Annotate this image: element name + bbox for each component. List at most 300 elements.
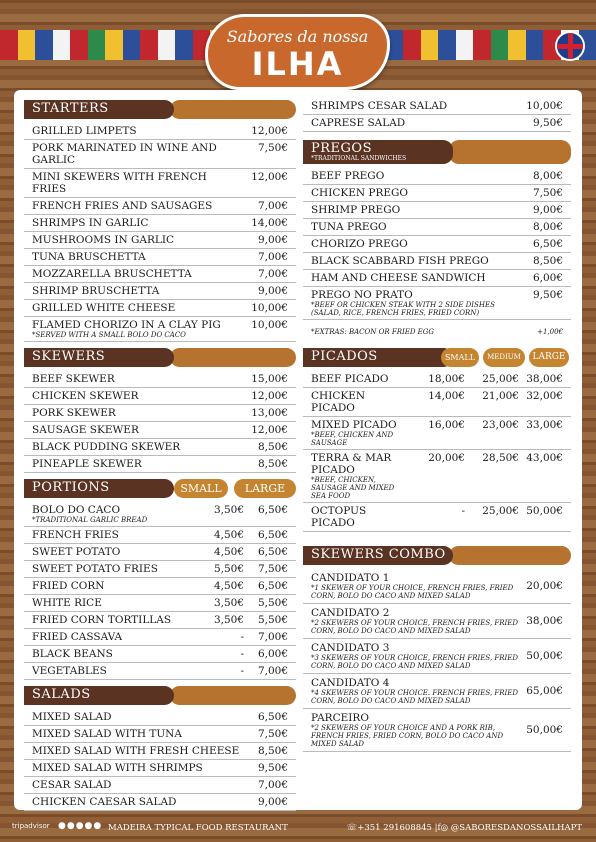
item-name bbox=[24, 390, 244, 402]
item-price-price: 6,50€ bbox=[532, 238, 563, 250]
menu-item-row bbox=[24, 663, 296, 680]
pregos-list bbox=[303, 168, 571, 320]
extras-row bbox=[303, 320, 571, 340]
flag-stripe bbox=[53, 30, 71, 60]
item-price-price: 12,00€ bbox=[251, 390, 288, 402]
item-price-large: 7,00€ bbox=[257, 631, 288, 643]
item-label: FRIED CASSAVA bbox=[32, 631, 123, 643]
item-label: CAPRESE SALAD bbox=[311, 117, 406, 129]
flag-stripe bbox=[473, 30, 491, 60]
menu-item-row bbox=[24, 456, 296, 473]
item-price-large: 43,00€ bbox=[526, 452, 563, 464]
menu-item-row bbox=[24, 595, 296, 612]
item-label: MIXED PICADO bbox=[311, 419, 397, 431]
item-label: PARCEIRO bbox=[311, 712, 369, 724]
item-name bbox=[24, 200, 244, 212]
starters-list bbox=[24, 123, 296, 342]
section-title: SALADS bbox=[32, 687, 91, 702]
item-price-price: 12,00€ bbox=[251, 125, 288, 137]
item-name bbox=[24, 142, 244, 166]
item-label: MINI SKEWERS WITH FRENCH FRIES bbox=[32, 171, 207, 195]
item-price-small: 20,00€ bbox=[428, 452, 465, 464]
item-price-large: 5,50€ bbox=[257, 597, 288, 609]
item-price-price: 12,00€ bbox=[251, 171, 288, 183]
menu-item-row bbox=[303, 219, 571, 236]
item-price-price: 10,00€ bbox=[526, 100, 563, 112]
item-price-small: 4,50€ bbox=[213, 546, 244, 558]
menu-item-row bbox=[24, 578, 296, 595]
item-label: CHICKEN CAESAR SALAD bbox=[32, 796, 177, 808]
item-price-price: 7,50€ bbox=[257, 142, 288, 154]
menu-item-row bbox=[24, 232, 296, 249]
menu-item-row bbox=[303, 287, 571, 320]
item-price-large: 5,50€ bbox=[257, 614, 288, 626]
size-large-header: LARGE bbox=[234, 479, 296, 498]
item-price-price: 9,50€ bbox=[532, 289, 563, 301]
item-price-small: 18,00€ bbox=[428, 373, 465, 385]
item-price-price: 38,00€ bbox=[526, 615, 563, 627]
menu-item-row bbox=[24, 317, 296, 342]
item-price-price: 10,00€ bbox=[251, 302, 288, 314]
item-name bbox=[24, 648, 190, 660]
flag-stripe bbox=[35, 30, 53, 60]
item-price-price: 8,50€ bbox=[257, 458, 288, 470]
flag-stripe bbox=[158, 30, 176, 60]
logo-tagline: Sabores da nossa bbox=[226, 27, 369, 46]
item-label: GRILLED LIMPETS bbox=[32, 125, 137, 137]
menu-item-row bbox=[303, 98, 571, 115]
menu-item-row bbox=[24, 527, 296, 544]
item-label: SWEET POTATO FRIES bbox=[32, 563, 158, 575]
item-price-large: 7,00€ bbox=[257, 665, 288, 677]
flag-stripe bbox=[438, 30, 456, 60]
item-label: CHICKEN PICADO bbox=[311, 390, 366, 414]
item-price-price: 20,00€ bbox=[526, 580, 563, 592]
menu-item-row bbox=[303, 388, 571, 417]
menu-item-row bbox=[24, 266, 296, 283]
flag-stripe bbox=[18, 30, 36, 60]
item-label: TERRA & MAR PICADO bbox=[311, 452, 392, 476]
left-column bbox=[24, 98, 296, 811]
item-name bbox=[303, 100, 519, 112]
item-price-price: 9,00€ bbox=[257, 796, 288, 808]
item-name bbox=[24, 546, 190, 558]
item-label: HAM AND CHEESE SANDWICH bbox=[311, 272, 486, 284]
flag-stripe bbox=[0, 30, 18, 60]
item-name bbox=[24, 302, 244, 314]
item-price-small: - bbox=[240, 648, 244, 660]
item-name bbox=[24, 441, 244, 453]
item-label: MUSHROOMS IN GARLIC bbox=[32, 234, 175, 246]
item-label: CHICKEN SKEWER bbox=[32, 390, 139, 402]
item-name bbox=[303, 255, 519, 267]
item-price-large: 33,00€ bbox=[526, 419, 563, 431]
menu-item-row bbox=[303, 371, 571, 388]
item-name bbox=[303, 238, 519, 250]
rating-dots: ●●●●● bbox=[58, 821, 103, 831]
logo-title: ILHA bbox=[251, 45, 344, 83]
item-name bbox=[24, 407, 244, 419]
item-name bbox=[24, 217, 244, 229]
item-price-small: 5,50€ bbox=[213, 563, 244, 575]
menu-item-row bbox=[303, 168, 571, 185]
item-note: *1 SKEWER OF YOUR CHOICE, FRENCH FRIES, FRIED CORN, BOLO DO CACO AND MIXED SALAD bbox=[311, 584, 514, 600]
menu-item-row bbox=[303, 270, 571, 287]
salads-continued-list bbox=[303, 98, 571, 132]
item-price-price: 8,50€ bbox=[257, 441, 288, 453]
extras-label: *EXTRAS: BACON OR FRIED EGG bbox=[311, 328, 434, 336]
item-name bbox=[24, 171, 244, 195]
menu-item-row bbox=[24, 561, 296, 578]
item-label: CANDIDATO 4 bbox=[311, 677, 390, 689]
tripadvisor-logo[interactable]: tripadvisor bbox=[12, 822, 50, 830]
extras-price: +1,00€ bbox=[537, 328, 563, 336]
item-name bbox=[303, 572, 519, 600]
item-name bbox=[24, 319, 244, 339]
item-label: PORK MARINATED IN WINE AND GARLIC bbox=[32, 142, 217, 166]
item-price-price: 9,00€ bbox=[532, 204, 563, 216]
menu-item-row bbox=[24, 388, 296, 405]
item-price-price: 9,00€ bbox=[257, 285, 288, 297]
section-title: SKEWERS COMBO bbox=[311, 547, 446, 562]
item-name bbox=[24, 580, 190, 592]
menu-item-row bbox=[303, 236, 571, 253]
item-price-small: - bbox=[461, 505, 465, 517]
item-name bbox=[24, 234, 244, 246]
item-label: MIXED SALAD WITH FRESH CHEESE bbox=[32, 745, 240, 757]
item-label: MIXED SALAD bbox=[32, 711, 112, 723]
menu-item-row bbox=[24, 249, 296, 266]
item-price-large: 6,50€ bbox=[257, 546, 288, 558]
item-note: *BEEF, CHICKEN AND SAUSAGE bbox=[311, 431, 394, 447]
item-name bbox=[24, 373, 244, 385]
item-price-price: 12,00€ bbox=[251, 424, 288, 436]
flag-stripe bbox=[123, 30, 141, 60]
item-label: SHRIMPS CESAR SALAD bbox=[311, 100, 448, 112]
menu-item-row bbox=[24, 777, 296, 794]
section-title: SKEWERS bbox=[32, 349, 106, 364]
menu-item-row bbox=[24, 629, 296, 646]
menu-item-row bbox=[303, 115, 571, 132]
item-price-price: 9,50€ bbox=[257, 762, 288, 774]
menu-item-row bbox=[303, 503, 571, 532]
item-price-large: 7,50€ bbox=[257, 563, 288, 575]
item-label: BLACK SCABBARD FISH PREGO bbox=[311, 255, 489, 267]
item-label: CANDIDATO 3 bbox=[311, 642, 390, 654]
item-name bbox=[24, 251, 244, 263]
item-price-small: 4,50€ bbox=[213, 529, 244, 541]
item-name bbox=[303, 272, 519, 284]
section-salads bbox=[24, 686, 296, 705]
item-price-price: 8,00€ bbox=[532, 221, 563, 233]
item-price-medium: 25,00€ bbox=[482, 505, 519, 517]
item-note: *TRADITIONAL GARLIC BREAD bbox=[32, 516, 148, 524]
right-column bbox=[303, 98, 571, 752]
item-label: FRIED CORN bbox=[32, 580, 105, 592]
salads-list bbox=[24, 709, 296, 811]
item-price-price: 8,50€ bbox=[257, 745, 288, 757]
item-label: MOZZARELLA BRUSCHETTA bbox=[32, 268, 192, 280]
menu-item-row bbox=[24, 502, 296, 527]
menu-item-row bbox=[303, 450, 571, 503]
item-name bbox=[24, 125, 244, 137]
item-label: BEEF PICADO bbox=[311, 373, 389, 385]
item-price-small: - bbox=[240, 631, 244, 643]
menu-item-row bbox=[24, 760, 296, 777]
item-label: PINEAPLE SKEWER bbox=[32, 458, 142, 470]
item-label: VEGETABLES bbox=[32, 665, 107, 677]
item-price-price: 7,50€ bbox=[257, 728, 288, 740]
menu-item-row bbox=[24, 405, 296, 422]
item-label: BOLO DO CACO bbox=[32, 504, 121, 516]
item-label: SHRIMPS IN GARLIC bbox=[32, 217, 149, 229]
flag-stripe bbox=[140, 30, 158, 60]
item-name bbox=[303, 712, 519, 748]
item-price-large: 38,00€ bbox=[526, 373, 563, 385]
item-label: TUNA BRUSCHETTA bbox=[32, 251, 146, 263]
item-name bbox=[303, 419, 411, 447]
item-price-large: 32,00€ bbox=[526, 390, 563, 402]
item-price-medium: 21,00€ bbox=[482, 390, 519, 402]
flag-stripe bbox=[526, 30, 544, 60]
section-title: STARTERS bbox=[32, 101, 109, 116]
item-name bbox=[24, 665, 190, 677]
item-name bbox=[303, 452, 411, 500]
menu-item-row bbox=[24, 371, 296, 388]
item-price-large: 6,50€ bbox=[257, 580, 288, 592]
menu-item-row bbox=[24, 198, 296, 215]
menu-item-row bbox=[24, 646, 296, 663]
item-label: SAUSAGE SKEWER bbox=[32, 424, 139, 436]
item-name bbox=[24, 424, 244, 436]
menu-item-row bbox=[303, 709, 571, 752]
item-price-price: 65,00€ bbox=[526, 685, 563, 697]
item-label: SHRIMP PREGO bbox=[311, 204, 401, 216]
item-price-large: 50,00€ bbox=[526, 505, 563, 517]
item-name bbox=[303, 390, 411, 414]
item-price-price: 6,50€ bbox=[257, 711, 288, 723]
portions-list bbox=[24, 502, 296, 680]
item-price-small: 3,50€ bbox=[213, 614, 244, 626]
item-label: CHORIZO PREGO bbox=[311, 238, 408, 250]
menu-item-row bbox=[303, 417, 571, 450]
menu-item-row bbox=[24, 726, 296, 743]
item-label: PORK SKEWER bbox=[32, 407, 116, 419]
menu-item-row bbox=[24, 544, 296, 561]
item-price-medium: 28,50€ bbox=[482, 452, 519, 464]
flag-stripe bbox=[88, 30, 106, 60]
item-label: WHITE RICE bbox=[32, 597, 102, 609]
menu-item-row bbox=[24, 743, 296, 760]
flag-stripe bbox=[105, 30, 123, 60]
item-name bbox=[24, 796, 244, 808]
section-subtitle: *TRADITIONAL SANDWICHES bbox=[311, 155, 407, 162]
item-name bbox=[303, 642, 519, 670]
item-label: FRENCH FRIES AND SAUSAGES bbox=[32, 200, 213, 212]
flag-stripe bbox=[456, 30, 474, 60]
item-name bbox=[303, 607, 519, 635]
item-label: BLACK BEANS bbox=[32, 648, 113, 660]
item-name bbox=[303, 373, 411, 385]
item-name bbox=[303, 677, 519, 705]
section-portions bbox=[24, 479, 296, 498]
item-name bbox=[24, 268, 244, 280]
size-medium-header: MEDIUM bbox=[483, 348, 525, 367]
item-label: FLAMED CHORIZO IN A CLAY PIG bbox=[32, 319, 221, 331]
item-price-small: 3,50€ bbox=[213, 597, 244, 609]
item-label: OCTOPUS PICADO bbox=[311, 505, 367, 529]
item-price-price: 6,00€ bbox=[532, 272, 563, 284]
item-price-small: 16,00€ bbox=[428, 419, 465, 431]
menu-item-row bbox=[24, 709, 296, 726]
flag-stripe bbox=[491, 30, 509, 60]
item-note: *4 SKEWERS OF YOUR CHOICE. FRENCH FRIES, FRIED CORN, BOLO DO CACO AND MIXED SALAD bbox=[311, 689, 519, 705]
item-name bbox=[303, 221, 519, 233]
menu-item-row bbox=[303, 569, 571, 604]
menu-item-row bbox=[303, 639, 571, 674]
menu-item-row bbox=[24, 612, 296, 629]
section-pregos bbox=[303, 140, 571, 164]
item-label: CHICKEN PREGO bbox=[311, 187, 409, 199]
section-starters bbox=[24, 100, 296, 119]
item-price-price: 8,00€ bbox=[532, 170, 563, 182]
flag-stripe bbox=[70, 30, 88, 60]
item-label: BEEF SKEWER bbox=[32, 373, 115, 385]
item-name bbox=[303, 117, 519, 129]
item-name bbox=[24, 728, 244, 740]
menu-item-row bbox=[24, 140, 296, 169]
item-name bbox=[24, 504, 190, 524]
item-price-large: 6,50€ bbox=[257, 529, 288, 541]
section-title: PORTIONS bbox=[32, 480, 110, 495]
item-name bbox=[24, 529, 190, 541]
item-price-small: 3,50€ bbox=[213, 504, 244, 516]
item-name bbox=[24, 745, 244, 757]
item-label: FRIED CORN TORTILLAS bbox=[32, 614, 172, 626]
item-name bbox=[303, 187, 519, 199]
flag-stripe bbox=[421, 30, 439, 60]
footer-contact: ☏+351 291608845 |f◎ @SABORESDANOSSAILHAPT bbox=[346, 823, 582, 833]
uk-flag-icon[interactable] bbox=[555, 31, 585, 61]
item-price-price: 7,00€ bbox=[257, 251, 288, 263]
item-label: CESAR SALAD bbox=[32, 779, 112, 791]
item-price-medium: 25,00€ bbox=[482, 373, 519, 385]
item-price-price: 7,00€ bbox=[257, 779, 288, 791]
item-name bbox=[24, 762, 244, 774]
item-price-price: 10,00€ bbox=[251, 319, 288, 331]
flag-stripe bbox=[175, 30, 193, 60]
menu-item-row bbox=[24, 215, 296, 232]
item-price-price: 7,00€ bbox=[257, 200, 288, 212]
size-small-header: SMALL bbox=[441, 348, 479, 367]
item-label: MIXED SALAD WITH SHRIMPS bbox=[32, 762, 203, 774]
item-price-price: 8,50€ bbox=[532, 255, 563, 267]
item-label: TUNA PREGO bbox=[311, 221, 387, 233]
item-price-price: 9,00€ bbox=[257, 234, 288, 246]
item-name bbox=[24, 285, 244, 297]
item-label: PREGO NO PRATO bbox=[311, 289, 413, 301]
item-price-price: 15,00€ bbox=[251, 373, 288, 385]
item-price-price: 50,00€ bbox=[526, 724, 563, 736]
menu-item-row bbox=[24, 439, 296, 456]
item-label: CANDIDATO 1 bbox=[311, 572, 390, 584]
item-name bbox=[24, 631, 190, 643]
item-label: SHRIMP BRUSCHETTA bbox=[32, 285, 160, 297]
menu-item-row bbox=[303, 253, 571, 270]
item-name bbox=[24, 563, 190, 575]
item-note: *2 SKEWERS OF YOUR CHOICE, FRENCH FRIES, FRIED CORN, BOLO DO CACO AND MIXED SALAD bbox=[311, 619, 519, 635]
item-name bbox=[303, 204, 519, 216]
restaurant-logo bbox=[205, 14, 390, 90]
section-title: PREGOS bbox=[311, 141, 372, 156]
item-name bbox=[303, 170, 519, 182]
menu-item-row bbox=[24, 300, 296, 317]
item-price-price: 13,00€ bbox=[251, 407, 288, 419]
menu-item-row bbox=[24, 169, 296, 198]
item-price-small: 4,50€ bbox=[213, 580, 244, 592]
item-price-small: - bbox=[240, 665, 244, 677]
item-name bbox=[24, 597, 190, 609]
item-name bbox=[303, 505, 411, 529]
item-name bbox=[24, 614, 190, 626]
footer bbox=[0, 818, 596, 842]
size-large-header: LARGE bbox=[529, 348, 569, 367]
item-name bbox=[24, 711, 244, 723]
section-picados bbox=[303, 348, 571, 367]
menu-item-row bbox=[303, 202, 571, 219]
item-note: *2 SKEWERS OF YOUR CHOICE AND A PORK RIB, FRENCH FRIES, FRIED CORN, BOLO DO CACO AND MIXED SALAD bbox=[311, 724, 504, 748]
menu-item-row bbox=[303, 604, 571, 639]
item-note: *BEEF OR CHICKEN STEAK WITH 2 SIDE DISHES (SALAD, RICE, FRENCH FRIES, FRIED CORN) bbox=[311, 301, 495, 317]
item-price-small: 14,00€ bbox=[428, 390, 465, 402]
footer-tagline: MADEIRA TYPICAL FOOD RESTAURANT bbox=[108, 823, 288, 833]
item-label: CANDIDATO 2 bbox=[311, 607, 390, 619]
flag-stripe bbox=[403, 30, 421, 60]
item-name bbox=[303, 289, 519, 317]
item-label: SWEET POTATO bbox=[32, 546, 121, 558]
section-title: PICADOS bbox=[311, 349, 378, 364]
item-price-large: 6,00€ bbox=[257, 648, 288, 660]
item-note: *3 SKEWERS OF YOUR CHOICE, FRENCH FRIES, FRIED CORN, BOLO DO CACO AND MIXED SALAD bbox=[311, 654, 519, 670]
section-skewers bbox=[24, 348, 296, 367]
size-small-header: SMALL bbox=[174, 479, 228, 498]
menu-item-row bbox=[303, 185, 571, 202]
menu-item-row bbox=[24, 422, 296, 439]
menu-item-row bbox=[24, 794, 296, 811]
item-price-price: 7,00€ bbox=[257, 268, 288, 280]
menu-item-row bbox=[24, 283, 296, 300]
item-note: *SERVED WITH A SMALL BOLO DO CACO bbox=[32, 331, 186, 339]
item-price-price: 50,00€ bbox=[526, 650, 563, 662]
item-label: BLACK PUDDING SKEWER bbox=[32, 441, 181, 453]
item-price-price: 14,00€ bbox=[251, 217, 288, 229]
item-price-medium: 23,00€ bbox=[482, 419, 519, 431]
item-price-price: 7,50€ bbox=[532, 187, 563, 199]
menu-item-row bbox=[303, 674, 571, 709]
picados-list bbox=[303, 371, 571, 532]
item-label: BEEF PREGO bbox=[311, 170, 385, 182]
skewers-list bbox=[24, 371, 296, 473]
flag-stripe bbox=[508, 30, 526, 60]
item-price-price: 9,50€ bbox=[532, 117, 563, 129]
item-label: GRILLED WHITE CHEESE bbox=[32, 302, 176, 314]
combo-list bbox=[303, 569, 571, 752]
item-label: FRENCH FRIES bbox=[32, 529, 119, 541]
menu-item-row bbox=[24, 123, 296, 140]
item-name bbox=[24, 458, 244, 470]
item-label: MIXED SALAD WITH TUNA bbox=[32, 728, 182, 740]
item-name bbox=[24, 779, 244, 791]
